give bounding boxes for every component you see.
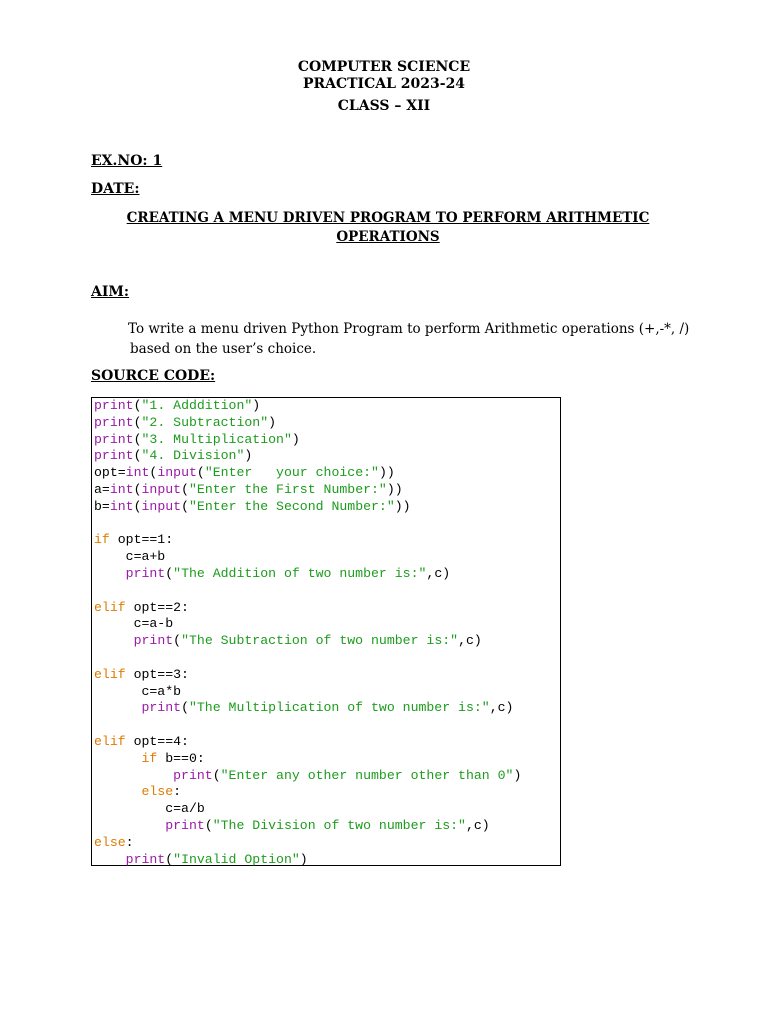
code-line — [94, 600, 521, 617]
code-token: print — [165, 817, 205, 833]
code-token: "Enter the Second Number:" — [189, 498, 395, 514]
code-token: ( — [181, 700, 189, 716]
code-token: )) — [394, 498, 411, 514]
code-line — [94, 415, 521, 432]
code-token: opt==4: — [125, 733, 189, 749]
code-line — [94, 482, 521, 499]
code-token: )) — [378, 465, 395, 481]
code-token: c=a-b — [94, 616, 174, 632]
code-token: input — [141, 498, 182, 514]
code-token: ( — [149, 465, 158, 481]
code-token: print — [125, 565, 166, 581]
code-token: "Invalid Option" — [173, 851, 300, 867]
exercise-title: CREATING A MENU DRIVEN PROGRAM TO PERFORM ARITHMETIC OPERATIONS — [126, 210, 650, 245]
code-token — [94, 566, 126, 581]
code-token: ) — [244, 448, 253, 464]
code-token: opt= — [94, 465, 126, 481]
code-line — [94, 516, 521, 533]
code-line — [94, 650, 521, 667]
code-token: : — [173, 784, 182, 800]
code-token: "3. Multiplication" — [141, 431, 292, 447]
code-line — [94, 818, 521, 835]
code-token: ) — [513, 767, 522, 783]
code-line — [94, 717, 521, 734]
aim-text — [128, 319, 708, 359]
code-token — [94, 852, 126, 867]
code-token: b==0: — [157, 750, 205, 766]
code-token: else — [141, 784, 174, 800]
header-practical-year: PRACTICAL 2023-24 — [302, 76, 466, 92]
code-line — [94, 499, 521, 516]
code-token: opt==3: — [125, 666, 189, 682]
code-token: ,c) — [465, 817, 490, 833]
code-token: print — [173, 767, 213, 783]
code-token: input — [141, 481, 182, 497]
code-line — [94, 432, 521, 449]
code-line — [94, 667, 521, 684]
code-line — [94, 549, 521, 566]
code-token: a= — [94, 481, 110, 497]
code-token — [94, 818, 165, 833]
code-token: ,c) — [489, 700, 514, 716]
code-token: ( — [133, 414, 142, 430]
code-token: ( — [196, 465, 205, 481]
aim-text-line2: based on the user’s choice. — [130, 341, 317, 357]
code-line — [94, 583, 521, 600]
code-line — [94, 465, 521, 482]
code-token: ( — [212, 767, 221, 783]
code-token: c=a+b — [94, 549, 166, 565]
code-token: else — [94, 834, 126, 850]
code-token: ( — [133, 398, 142, 413]
exercise-number: EX.NO: 1 — [91, 153, 163, 169]
code-token: ( — [165, 565, 174, 581]
code-token: print — [94, 398, 134, 413]
code-token: "The Division of two number is:" — [212, 817, 466, 833]
code-token — [94, 768, 173, 783]
code-token: : — [125, 834, 134, 850]
code-token: "Enter the First Number:" — [189, 481, 387, 497]
code-line — [94, 751, 521, 768]
code-token: c=a*b — [94, 683, 182, 699]
code-line — [94, 700, 521, 717]
code-token: ( — [133, 498, 142, 514]
code-token: "The Subtraction of two number is:" — [181, 633, 459, 649]
code-token: "The Multiplication of two number is:" — [188, 700, 490, 716]
code-token: input — [157, 465, 197, 481]
source-code-label: SOURCE CODE: — [91, 368, 216, 384]
code-token: print — [125, 851, 166, 867]
code-token: ( — [133, 448, 142, 464]
code-line — [94, 734, 521, 751]
code-token: ) — [268, 414, 277, 430]
code-line — [94, 784, 521, 801]
code-token: ( — [133, 481, 142, 497]
source-code-box — [91, 397, 561, 866]
code-token: "4. Division" — [141, 448, 245, 464]
code-line — [94, 532, 521, 549]
code-token: print — [141, 700, 182, 716]
code-token: "The Addition of two number is:" — [173, 565, 427, 581]
code-token: ,c) — [458, 633, 482, 649]
aim-label: AIM: — [91, 284, 130, 300]
code-token: ) — [252, 398, 261, 413]
code-token: int — [125, 465, 150, 481]
source-code — [94, 398, 521, 868]
aim-text-line1: To write a menu driven Python Program to perform Arithmetic operations (+,-*, /) — [128, 321, 690, 337]
code-line — [94, 835, 521, 852]
code-token: "Enter your choice:" — [204, 465, 379, 481]
code-line — [94, 616, 521, 633]
code-token: int — [109, 481, 134, 497]
header-class: CLASS – XII — [337, 98, 431, 114]
code-token — [94, 633, 134, 648]
code-token: ( — [133, 431, 142, 447]
header-subject: COMPUTER SCIENCE — [297, 59, 471, 75]
code-line — [94, 398, 521, 415]
code-token: b= — [94, 498, 110, 514]
code-token: opt==2: — [125, 599, 189, 615]
code-line — [94, 852, 521, 869]
code-token: "1. Adddition" — [141, 398, 253, 413]
exercise-date: DATE: — [91, 181, 140, 197]
code-token: )) — [386, 481, 403, 497]
code-line — [94, 633, 521, 650]
code-token: ( — [181, 498, 189, 514]
code-token: ( — [181, 481, 189, 497]
code-line — [94, 684, 521, 701]
code-line — [94, 566, 521, 583]
code-token: ) — [299, 851, 308, 867]
code-token: ( — [165, 851, 174, 867]
code-token: ( — [204, 817, 213, 833]
code-token: "Enter any other number other than 0" — [220, 767, 514, 783]
code-token: print — [94, 414, 134, 430]
code-token: c=a/b — [94, 801, 205, 817]
code-line — [94, 768, 521, 785]
code-token: elif — [94, 599, 126, 615]
code-token — [94, 751, 141, 766]
code-token — [94, 700, 141, 715]
code-token: print — [94, 448, 134, 464]
code-token: ( — [173, 633, 182, 649]
code-token: int — [109, 498, 134, 514]
code-line — [94, 801, 521, 818]
code-token: elif — [94, 666, 126, 682]
code-token: "2. Subtraction" — [141, 414, 269, 430]
code-line — [94, 448, 521, 465]
code-token: if — [94, 532, 110, 548]
code-token: ,c) — [426, 565, 451, 581]
code-token: print — [94, 431, 134, 447]
code-token: if — [141, 750, 158, 766]
code-token — [94, 784, 141, 799]
code-token: ) — [291, 431, 300, 447]
code-token: print — [133, 633, 174, 649]
code-token: elif — [94, 733, 126, 749]
code-token: opt==1: — [109, 532, 174, 548]
